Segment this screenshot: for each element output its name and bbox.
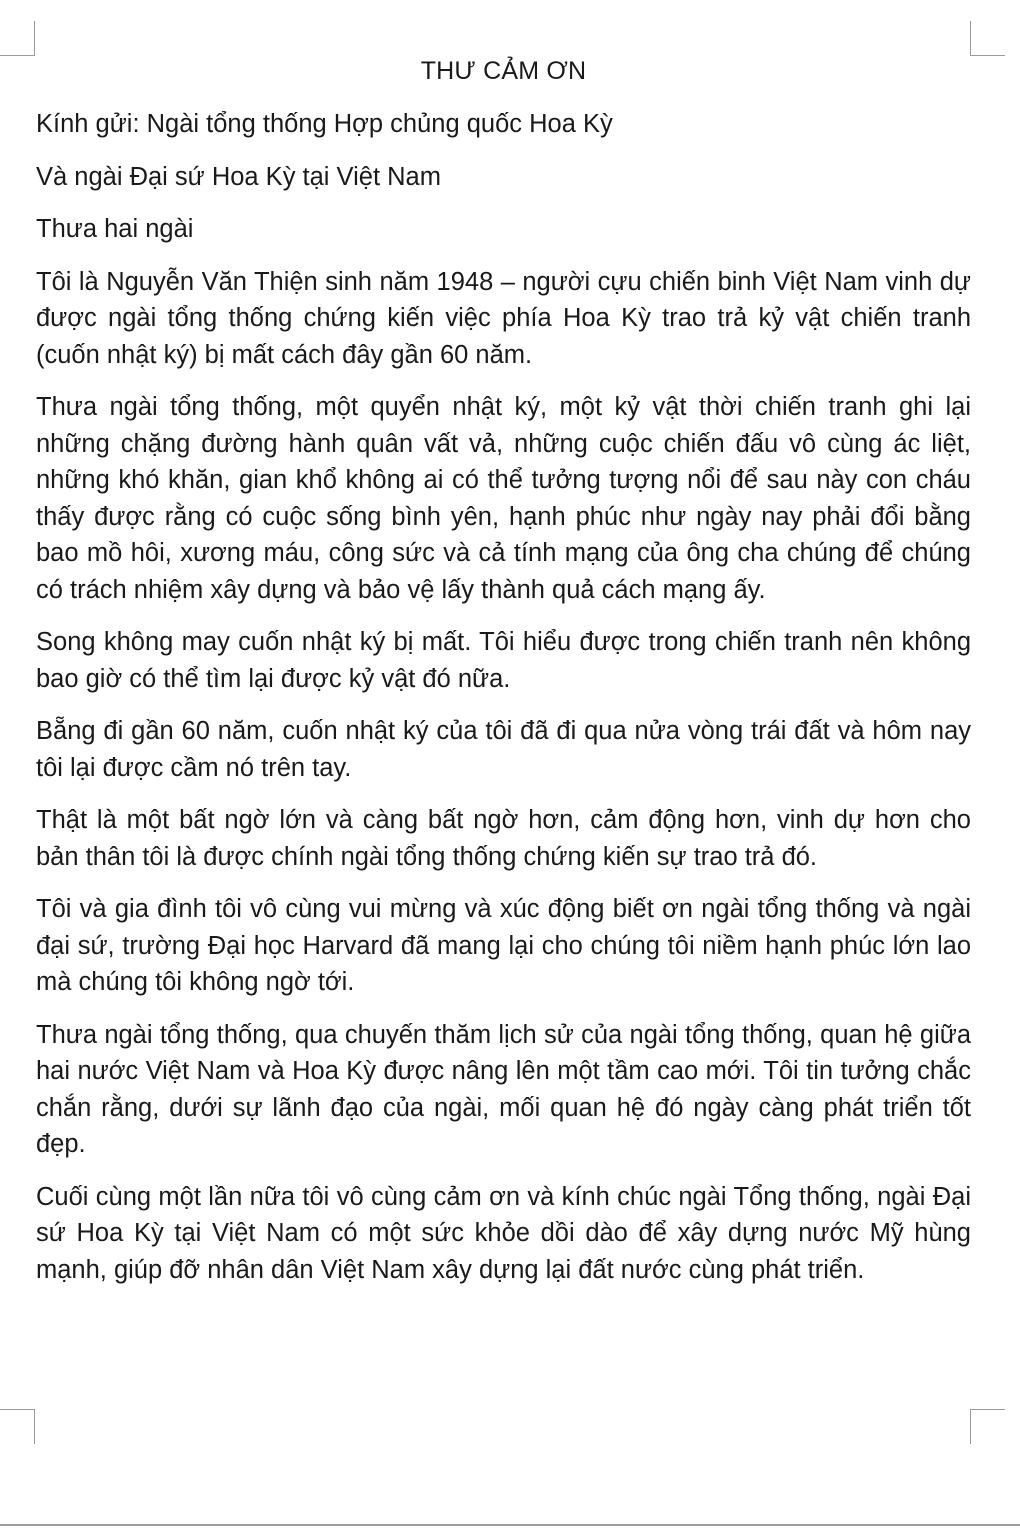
paragraph-closing: Cuối cùng một lần nữa tôi vô cùng cảm ơn và kính chúc ngài Tổng thống, ngài Đại sứ Hoa Kỳ tại Việt Nam có một sức khỏe dồi dào để xây dựng nước Mỹ hùng mạnh, giúp đỡ nhân dân Việt Nam xây dựng lại đất nước cùng phát triển. (36, 1182, 971, 1284)
paragraph-relations: Thưa ngài tổng thống, qua chuyến thăm lịch sử của ngài tổng thống, quan hệ giữa hai nước Việt Nam và Hoa Kỳ được nâng lên một tầm cao mới. Tôi tin tưởng chắc chắn rằng, dưới sự lãnh đạo của ngài, mối quan hệ đó ngày càng phát triển tốt đẹp. (36, 1020, 971, 1158)
paragraph-surprise: Thật là một bất ngờ lớn và càng bất ngờ hơn, cảm động hơn, vinh dự hơn cho bản thân tôi là được chính ngài tổng thống chứng kiến sự trao trả đó. (36, 806, 971, 871)
salutation-line-2: Và ngài Đại sứ Hoa Kỳ tại Việt Nam (36, 162, 441, 191)
paragraph-introduction: Tôi là Nguyễn Văn Thiện sinh năm 1948 – người cựu chiến binh Việt Nam vinh dự được ngài tổng thống chứng kiến việc phía Hoa Kỳ trao trả kỷ vật chiến tranh (cuốn nhật ký) bị mất cách đây gần 60 năm. (36, 267, 971, 369)
paragraph-diary-lost: Song không may cuốn nhật ký bị mất. Tôi hiểu được trong chiến tranh nên không bao giờ có thể tìm lại được kỷ vật đó nữa. (36, 628, 971, 693)
salutation-line-1: Kính gửi: Ngài tổng thống Hợp chủng quốc Hoa Kỳ (36, 110, 613, 138)
page-corner-mark-top-left (0, 21, 35, 56)
paragraph-diary-meaning: Thưa ngài tổng thống, một quyển nhật ký, một kỷ vật thời chiến tranh ghi lại những chặng đường hành quân vất vả, những cuộc chiến đấu vô cùng ác liệt, những khó khăn, gian khổ không ai có thể tưởng tượng nổi để sau này con cháu thấy được rằng có cuộc sống bình yên, hạnh phúc như ngày nay phải đổi bằng bao mồ hôi, xương máu, công sức và cả tính mạng của ông cha chúng để chúng có trách nhiệm xây dựng và bảo vệ lấy thành quả cách mạng ấy. (36, 393, 971, 604)
letter-body (36, 52, 971, 1304)
page-corner-mark-top-right (970, 21, 1005, 56)
paragraph-gratitude: Tôi và gia đình tôi vô cùng vui mừng và xúc động biết ơn ngài tổng thống và ngài đại sứ, trường Đại học Harvard đã mang lại cho chúng tôi niềm hạnh phúc lớn lao mà chúng tôi không ngờ tới. (36, 895, 971, 996)
page-bottom-divider (0, 1524, 1020, 1526)
page-corner-mark-bottom-left (0, 1409, 35, 1444)
greeting-line: Thưa hai ngài (36, 215, 194, 243)
paragraph-diary-returned: Bẵng đi gần 60 năm, cuốn nhật ký của tôi đã đi qua nửa vòng trái đất và hôm nay tôi lại được cầm nó trên tay. (36, 717, 971, 782)
letter-title: THƯ CẢM ƠN (420, 57, 587, 85)
page-corner-mark-bottom-right (970, 1409, 1005, 1444)
